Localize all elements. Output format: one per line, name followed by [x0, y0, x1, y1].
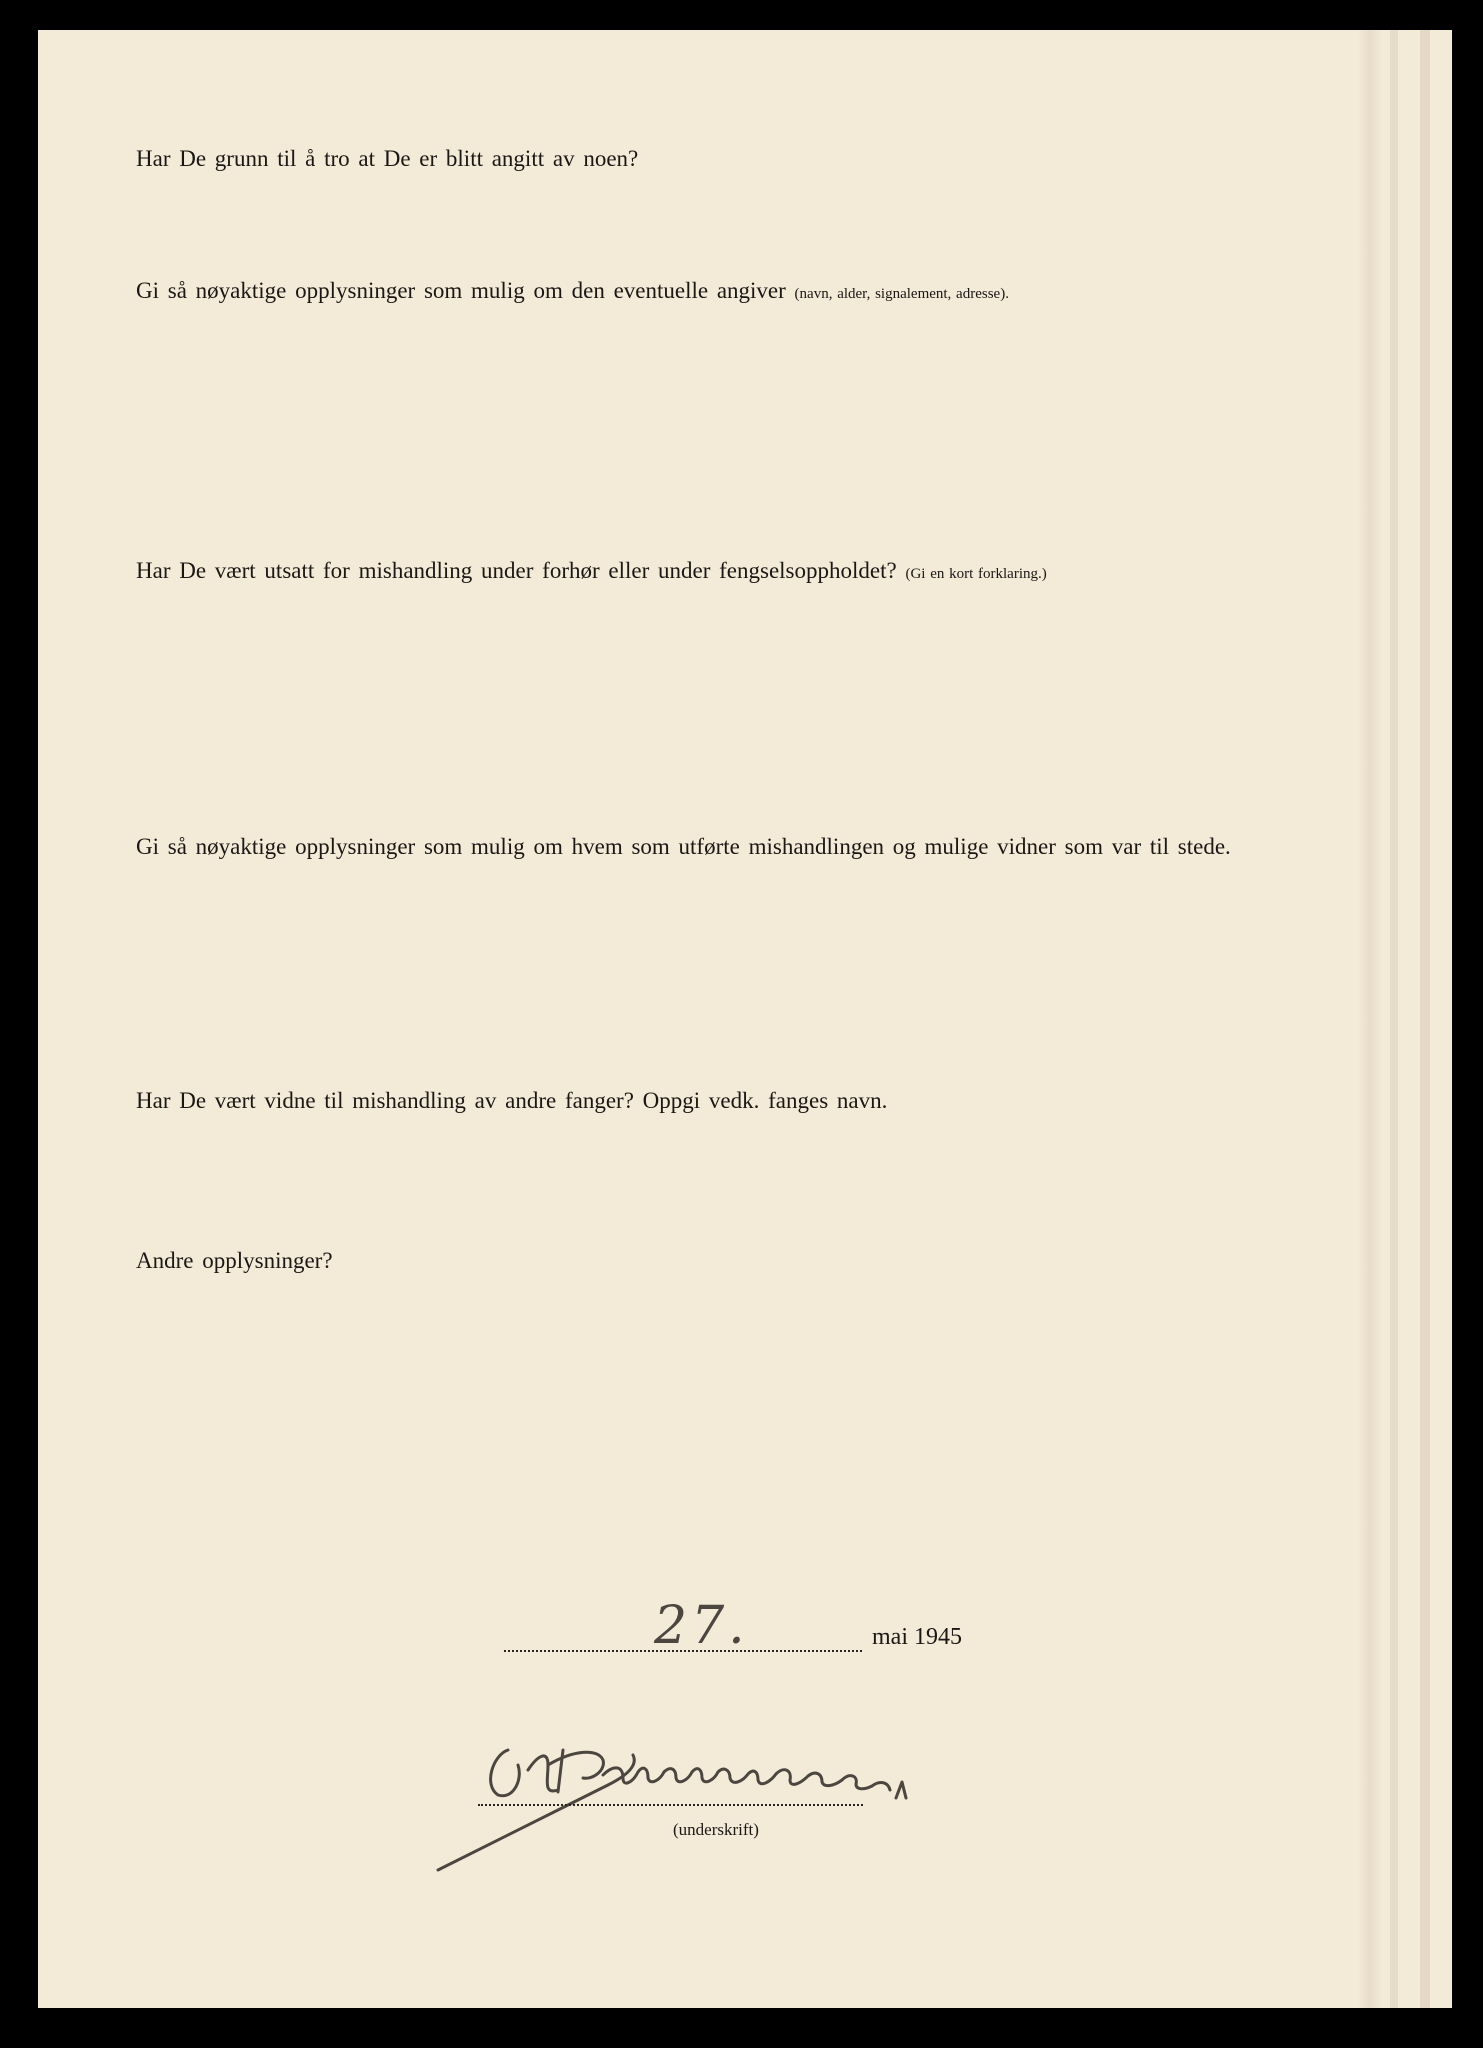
signature-stroke	[842, 1776, 890, 1790]
question-text: Har De vært utsatt for mishandling under forhør eller under fengselsoppholdet?	[136, 558, 897, 583]
question-text: Andre opplysninger?	[136, 1248, 333, 1273]
question-text: Har De vært vidne til mishandling av andre fanger? Oppgi vedk. fanges navn.	[136, 1088, 888, 1113]
form-page	[38, 30, 1452, 2008]
question-perpetrators	[136, 826, 1396, 868]
handwritten-signature	[398, 1710, 958, 1890]
question-reported	[136, 138, 1396, 180]
paper-fold	[1420, 30, 1430, 2008]
question-text: Har De grunn til å tro at De er blitt angitt av noen?	[136, 146, 639, 171]
signature-dotted-line	[478, 1804, 863, 1806]
signature-stroke	[776, 1770, 842, 1786]
question-other-info	[136, 1240, 1396, 1282]
paper-fold	[1390, 30, 1398, 2008]
signature-label: (underskrift)	[673, 1820, 759, 1839]
question-informer-details	[136, 270, 1396, 315]
signature-stroke	[603, 1768, 664, 1783]
signature-stroke	[491, 1750, 520, 1796]
printed-month-year: mai 1945	[872, 1624, 962, 1650]
date-field	[504, 1596, 1044, 1664]
signature-stroke	[896, 1782, 906, 1798]
question-text: Gi så nøyaktige opplysninger som mulig om den eventuelle angiver	[136, 278, 786, 303]
question-witness-other-prisoners	[136, 1080, 1396, 1122]
question-mistreatment	[136, 550, 1396, 595]
question-text: Gi så nøyaktige opplysninger som mulig om hvem som utførte mishandlingen og mulige vidner som var til stede.	[136, 834, 1231, 859]
question-note: (Gi en kort forklaring.)	[905, 566, 1047, 582]
paper-fold	[1358, 30, 1382, 2008]
question-note: (navn, alder, signalement, adresse).	[794, 286, 1009, 302]
signature-stroke	[664, 1769, 718, 1782]
signature-field	[398, 1710, 958, 1890]
handwritten-day: 27.	[654, 1596, 749, 1656]
signature-stroke	[548, 1750, 603, 1792]
signature-stroke	[718, 1769, 776, 1784]
